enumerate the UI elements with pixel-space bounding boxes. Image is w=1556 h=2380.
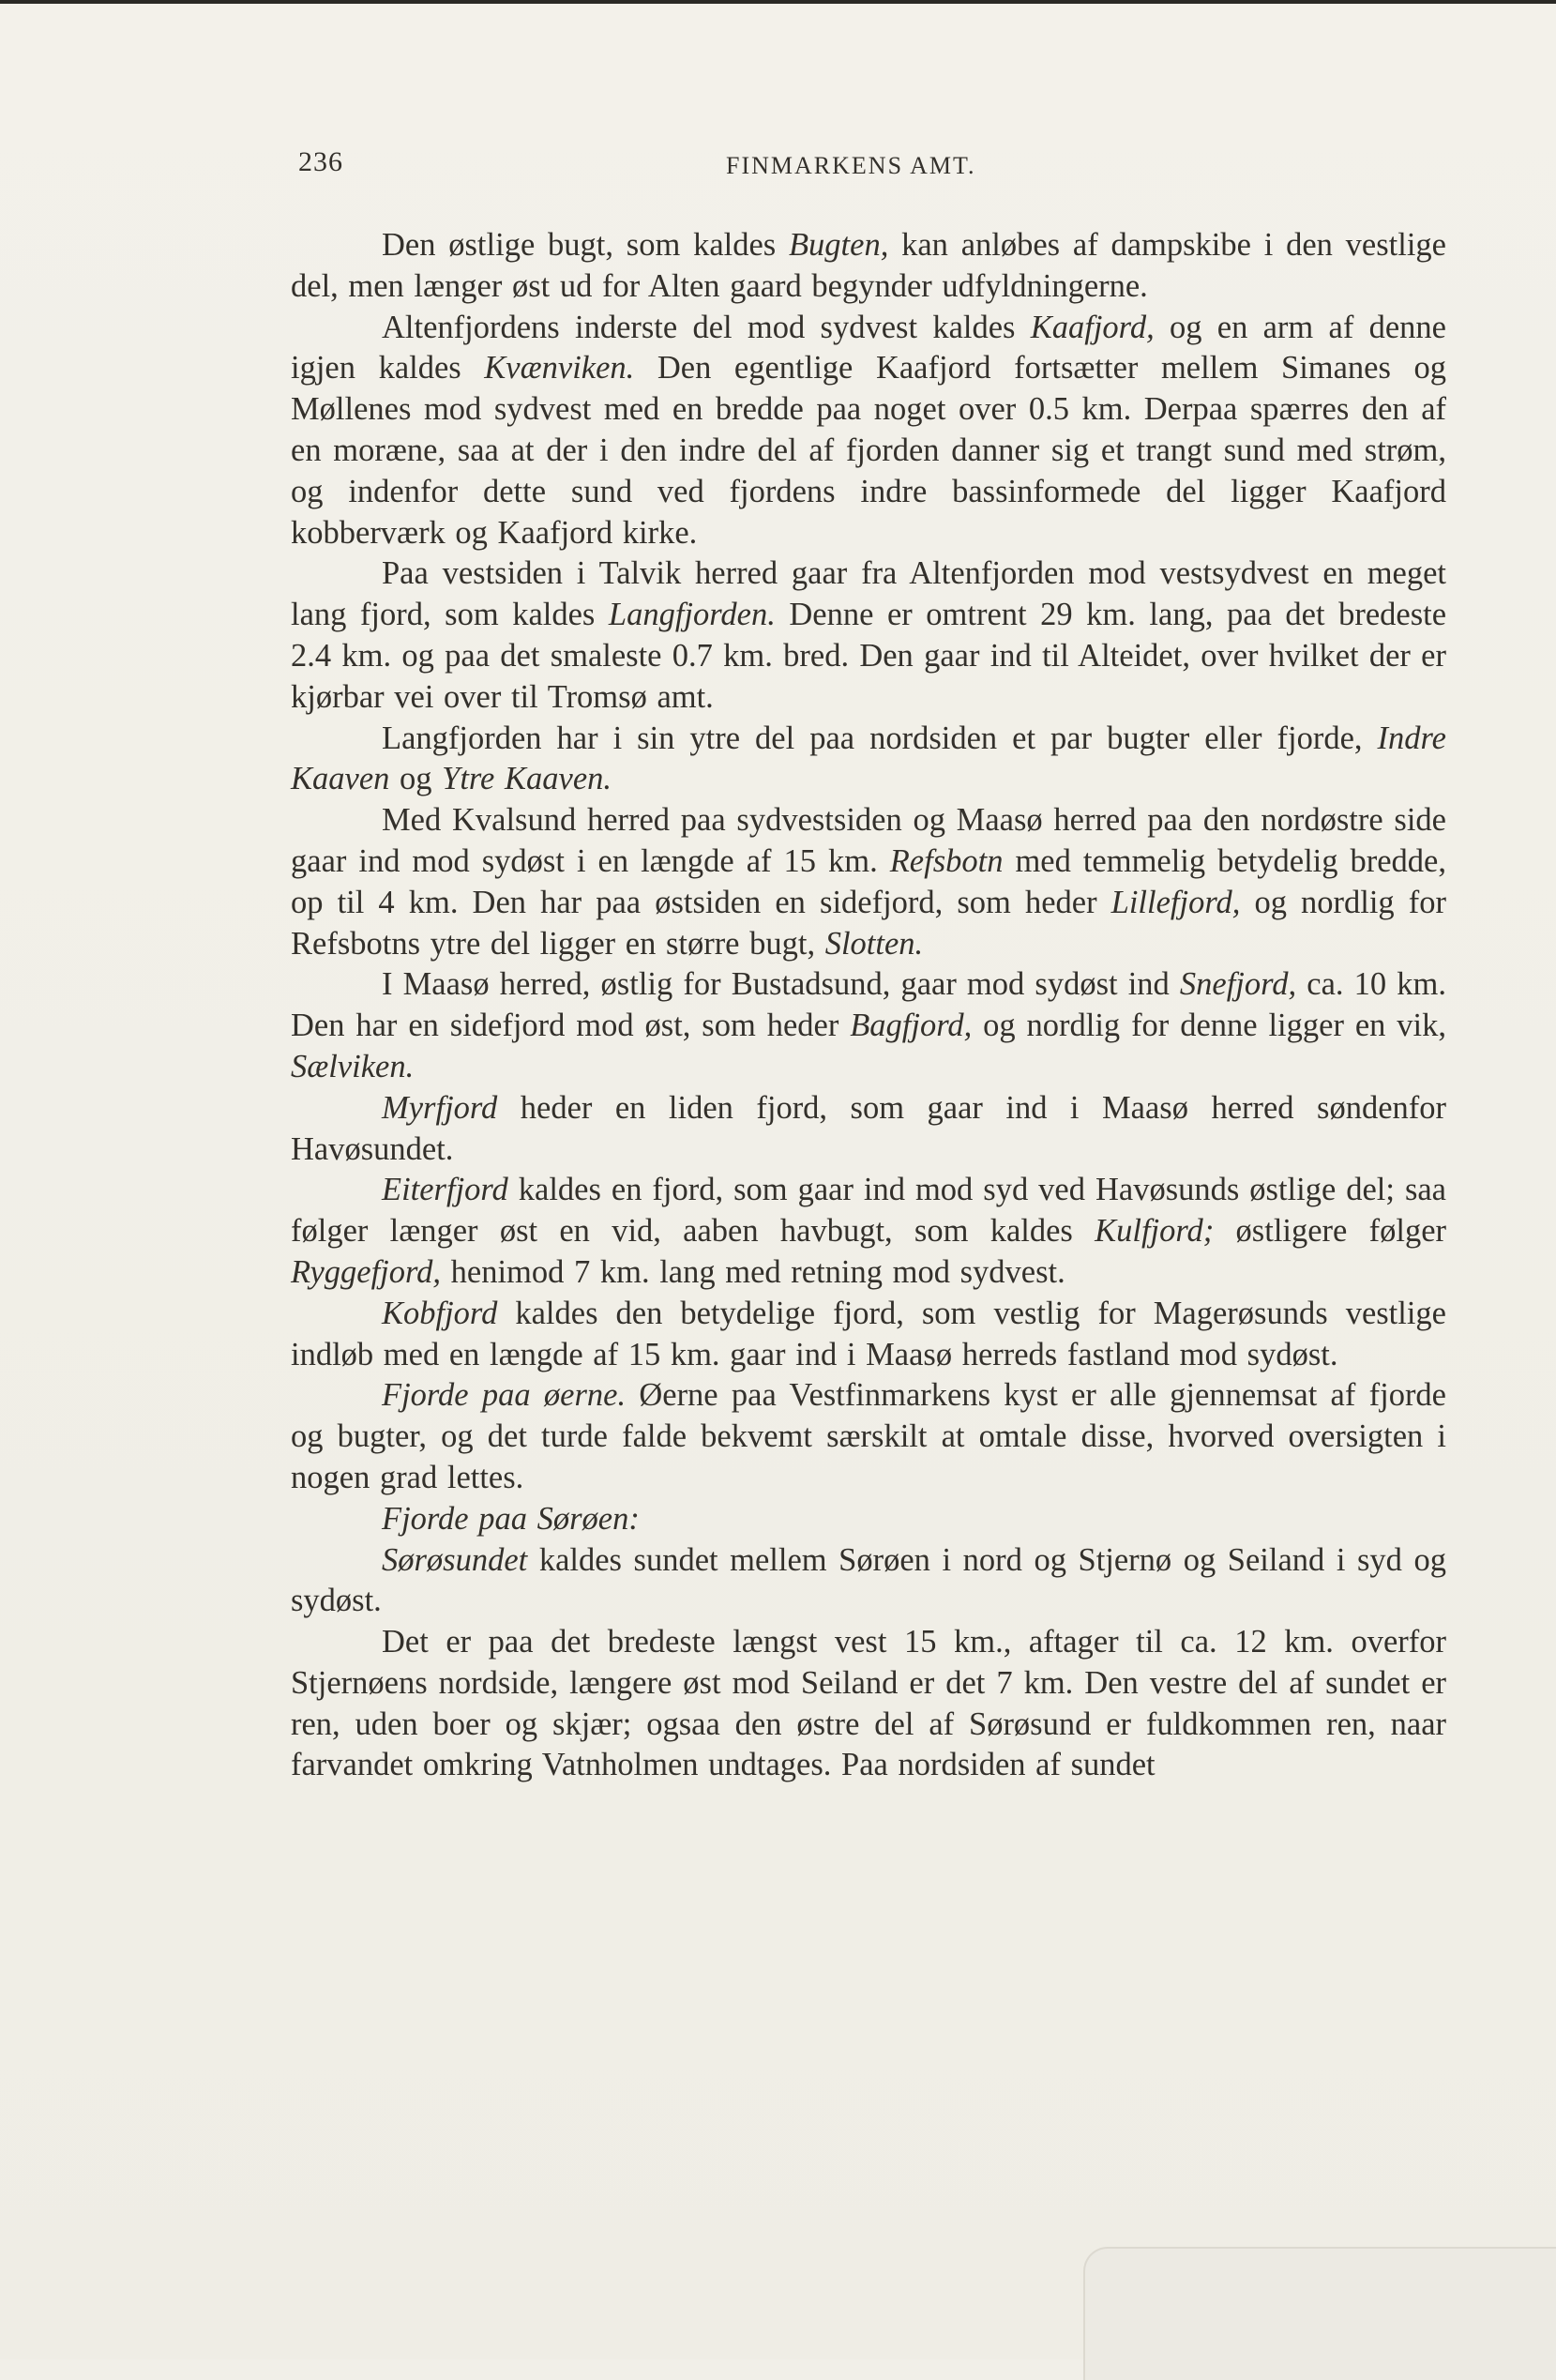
scan-corner-mark: [1083, 2247, 1556, 2380]
paragraph: [291, 1540, 1446, 1623]
paragraph: [291, 719, 1446, 801]
paragraph: [291, 225, 1446, 308]
italic-term: Kvænviken.: [484, 350, 635, 387]
text-run: og nordlig for Refsbotns ytre del ligger en større bugt,: [291, 884, 1446, 962]
text-run: Den egentlige Kaafjord fortsætter mellem Simanes og Møllenes mod sydvest med en bredde paa noget over 0.5 km. Derpaa spærres den af en moræne, saa at der i den indre del af fjorden danner sig et trangt sund med strøm, og indenfor dette sund ved fjordens indre bassinformede del ligger Kaafjord kobberværk og Kaafjord kirke.: [291, 350, 1446, 551]
paragraph: [291, 1499, 1446, 1540]
text-run: Langfjorden har i sin ytre del paa nordsiden et par bugter eller fjorde,: [382, 720, 1378, 756]
scan-top-edge: [0, 0, 1556, 4]
text-run: henimod 7 km. lang med retning mod sydvest.: [441, 1253, 1065, 1290]
italic-term: Sørøsundet: [382, 1541, 528, 1578]
italic-term: Ytre Kaaven.: [442, 761, 612, 797]
paragraph: [291, 308, 1446, 554]
italic-term: Ryggefjord,: [291, 1253, 442, 1290]
paragraph: [291, 800, 1446, 964]
italic-term: Myrfjord: [382, 1089, 498, 1126]
text-run: østligere følger: [1214, 1213, 1446, 1250]
text-run: og: [389, 761, 443, 797]
italic-term: Fjorde paa Sørøen:: [382, 1500, 640, 1537]
italic-term: Kobfjord: [382, 1295, 498, 1331]
text-run: kaldes en fjord, som gaar ind mod syd ved Havøsunds østlige del; saa følger længer øst en vid, aaben havbugt, som kaldes: [291, 1172, 1446, 1250]
italic-term: Lillefjord,: [1110, 884, 1241, 920]
text-run: og nordlig for denne ligger en vik,: [972, 1008, 1446, 1044]
running-head: FINMARKENS AMT.: [726, 152, 976, 179]
page-number: 236: [298, 146, 343, 177]
text-run: og en arm af denne igjen kaldes: [291, 309, 1447, 387]
italic-term: Kaafjord,: [1030, 309, 1155, 345]
text-run: Det er paa det bredeste længst vest 15 km., aftager til ca. 12 km. overfor Stjernøens nordside, længere øst mod Seiland er det 7 km. Den vestre del af sundet er ren, uden boer og skjær; ogsaa den østre del af Sørøsund er fuldkommen ren, naar farvandet omkring Vatnholmen undtages. Paa nordsiden af sundet: [291, 1624, 1446, 1783]
paragraph: [291, 1088, 1446, 1171]
text-run: ca. 10 km. Den har en sidefjord mod øst, som heder: [291, 966, 1446, 1044]
italic-term: Slotten.: [824, 925, 924, 962]
italic-term: Fjorde paa øerne.: [382, 1377, 627, 1414]
italic-term: Snefjord,: [1179, 966, 1297, 1003]
italic-term: Bugten,: [788, 227, 889, 263]
text-run: kan anløbes af dampskibe i den vestlige del, men længer øst ud for Alten gaard begynder udfyldningerne.: [291, 227, 1446, 304]
text-run: Med Kvalsund herred paa sydvestsiden og Maasø herred paa den nordøstre side gaar ind mod sydøst i en længde af 15 km.: [291, 802, 1446, 879]
italic-term: Kulfjord;: [1095, 1213, 1215, 1250]
text-run: Den østlige bugt, som kaldes: [382, 227, 789, 263]
text-run: Denne er omtrent 29 km. lang, paa det bredeste 2.4 km. og paa det smaleste 0.7 km. bred. Den gaar ind til Alteidet, over hvilket der er kjørbar vei over til Tromsø amt.: [291, 597, 1447, 715]
page-header: [298, 146, 1300, 184]
text-run: kaldes sundet mellem Sørøen i nord og Stjernø og Seiland i syd og sydøst.: [291, 1541, 1446, 1619]
text-run: Altenfjordens inderste del mod sydvest kaldes: [382, 309, 1031, 345]
text-run: Øerne paa Vestfinmarkens kyst er alle gjennemsat af fjorde og bugter, og det turde falde bekvemt særskilt at omtale disse, hvorved oversigten i nogen grad lettes.: [291, 1377, 1446, 1495]
paragraph: [291, 1375, 1446, 1498]
paragraph: [291, 964, 1446, 1087]
text-run: Paa vestsiden i Talvik herred gaar fra Altenfjorden mod vestsydvest en meget lang fjord, som kaldes: [291, 555, 1446, 633]
italic-term: Langfjorden.: [608, 597, 776, 633]
text-run: I Maasø herred, østlig for Bustadsund, gaar mod sydøst ind: [382, 966, 1180, 1003]
paragraph: [291, 553, 1446, 718]
text-run: kaldes den betydelige fjord, som vestlig for Magerøsunds vestlige indløb med en længde af 15 km. gaar ind i Maasø herreds fastland mod sydøst.: [291, 1295, 1446, 1372]
italic-term: Indre Kaaven: [291, 720, 1446, 797]
body-text: [291, 225, 1446, 1786]
italic-term: Sælviken.: [291, 1048, 415, 1084]
italic-term: Refsbotn: [889, 842, 1004, 879]
paragraph: [291, 1294, 1446, 1376]
paragraph: [291, 1622, 1446, 1786]
paragraph: [291, 1170, 1446, 1293]
text-run: med temmelig betydelig bredde, op til 4 km. Den har paa østsiden en sidefjord, som heder: [291, 842, 1446, 920]
italic-term: Bagfjord,: [850, 1008, 973, 1044]
text-run: heder en liden fjord, som gaar ind i Maasø herred søndenfor Havøsundet.: [291, 1089, 1446, 1167]
italic-term: Eiterfjord: [382, 1172, 508, 1208]
